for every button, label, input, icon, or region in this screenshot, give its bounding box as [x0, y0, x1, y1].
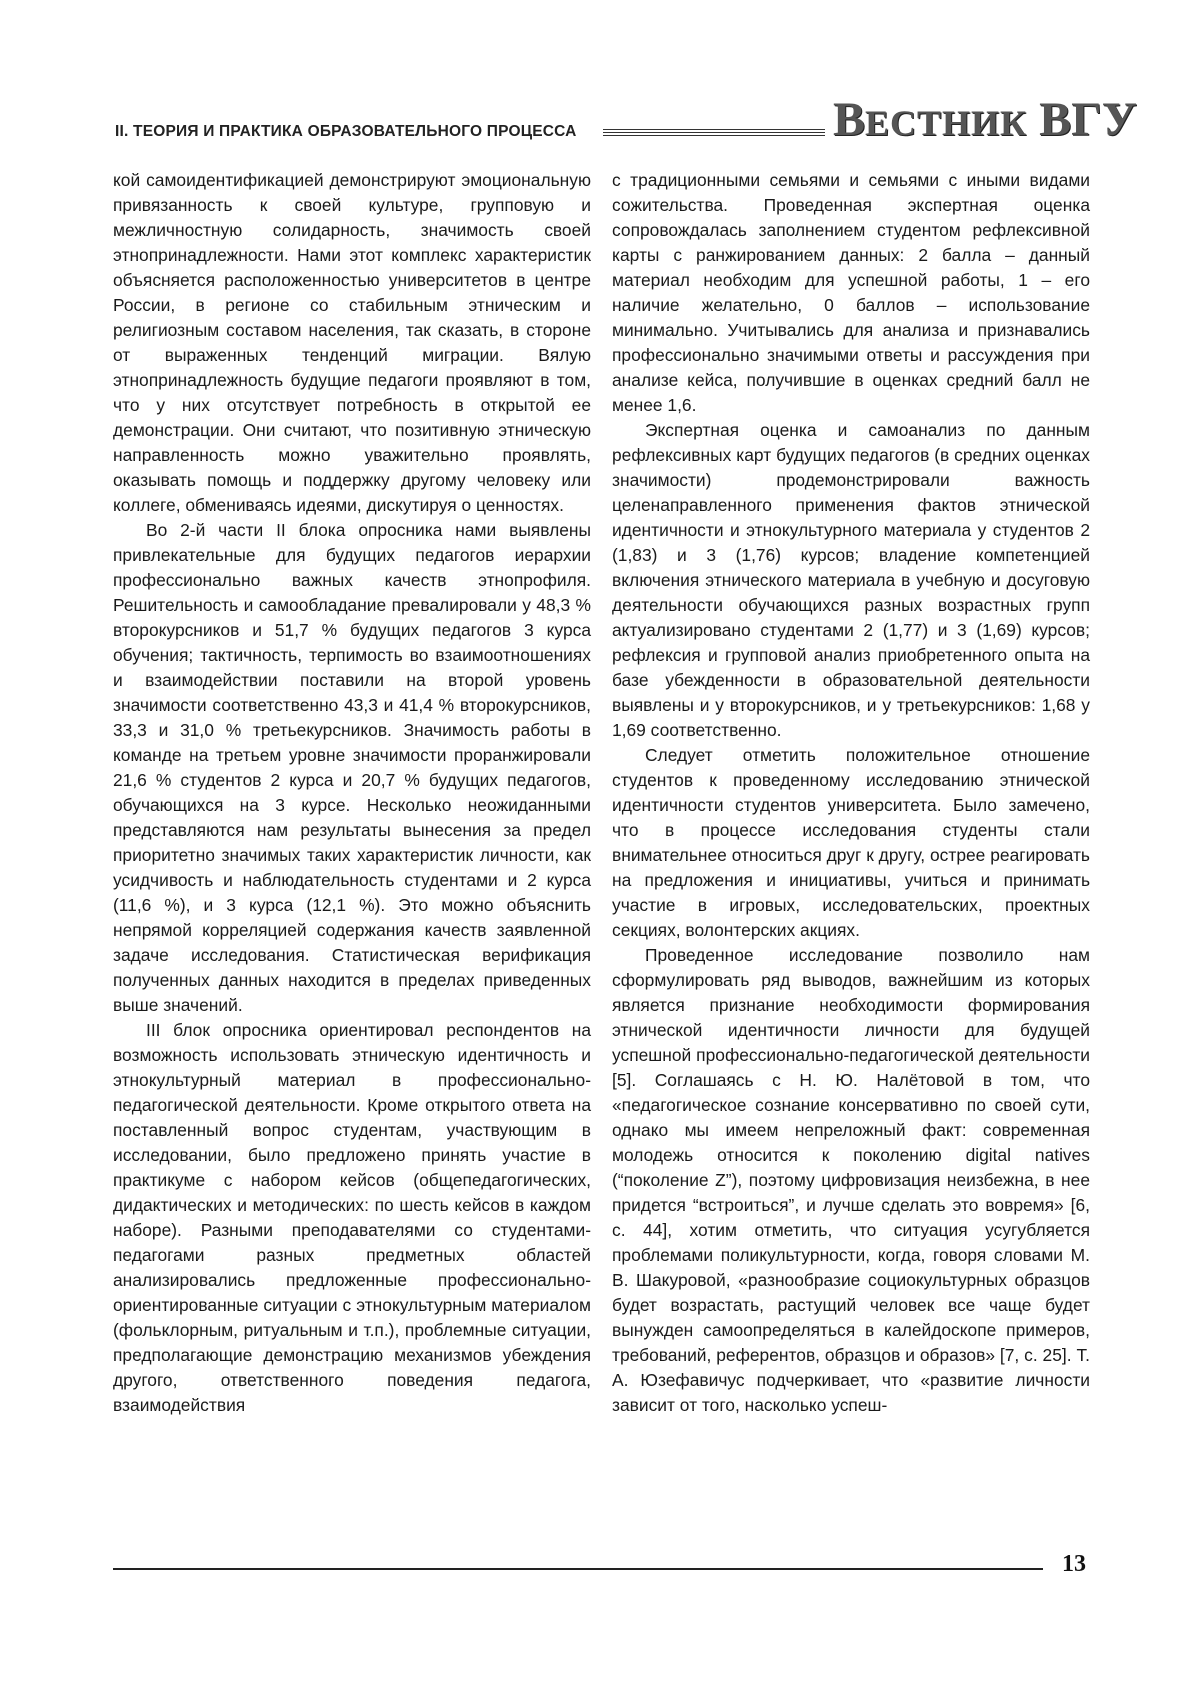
- section-title: II. ТЕОРИЯ И ПРАКТИКА ОБРАЗОВАТЕЛЬНОГО ПРОЦЕССА: [115, 123, 577, 140]
- paragraph: Экспертная оценка и самоанализ по данным рефлексивных карт будущих педагогов (в средних оценках значимости) продемонстрировали важность целенаправленного применения фактов этнической идентичности и этнокультурного материала у студентов 2 (1,83) и 3 (1,76) курсов; владение компетенцией включения этнического материала в учебную и досуговую деятельности обучающихся разных возрастных групп актуализировано студентами 2 (1,77) и 3 (1,69) курсов; рефлексия и групповой анализ приобретенного опыта на базе убежденности в образовательной деятельности выявлены и у второкурсников, и у третьекурсников: 1,68 у 1,69 соответственно.: [612, 420, 1090, 740]
- paragraph: кой самоидентификацией демонстрируют эмоциональную привязанность к своей культуре, групповую и межличностную солидарность, значимость своей этнопринадлежности. Нами этот комплекс характеристик объясняется расположенностью университетов в центре России, в регионе со стабильным этническим и религиозным составом населения, так сказать, в стороне от выраженных тенденций миграции. Вялую этнопринадлежность будущие педагоги проявляют в том, что у них отсутствует потребность в открытой ее демонстрации. Они считают, что позитивную этническую направленность можно уважительно проявлять, оказывать помощь и поддержку другому человеку или коллеге, обмениваясь идеями, дискутируя о ценностях.: [113, 170, 591, 515]
- left-column: [113, 168, 591, 1418]
- paragraph: с традиционными семьями и семьями с иными видами сожительства. Проведенная экспертная оценка сопровождалась заполнением студентом рефлексивной карты с ранжированием данных: 2 балла – данный материал необходим для успешной работы, 1 – его наличие желательно, 0 баллов – использование минимально. Учитывались для анализа и признавались профессионально значимыми ответы и рассуждения при анализе кейса, получившие в оценках средний балл не менее 1,6.: [612, 170, 1090, 415]
- journal-logo: [833, 93, 1137, 147]
- journal-logo-initial: В: [833, 93, 866, 146]
- paragraph: Во 2-й части II блока опросника нами выявлены привлекательные для будущих педагогов иерархии профессионально важных качеств этнопрофиля. Решительность и самообладание превалировали у 48,3 % второкурсников и 51,7 % будущих педагогов 3 курса обучения; тактичность, терпимость во взаимоотношениях и взаимодействии поставили на второй уровень значимости соответственно 43,3 и 41,4 % второкурсников, 33,3 и 31,0 % третьекурсников. Значимость работы в команде на третьем уровне значимости проранжировали 21,6 % студентов 2 курса и 20,7 % будущих педагогов, обучающихся на 3 курсе. Несколько неожиданными представляются нам результаты вынесения за предел приоритетно значимых таких характеристик личности, как усидчивость и наблюдательность студентами и 2 курса (11,6 %), и 3 курса (12,1 %). Это можно объяснить непрямой корреляцией содержания качеств заявленной задаче исследования. Статистическая верификация полученных данных находится в пределах приведенных выше значений.: [113, 520, 591, 1015]
- paragraph: Проведенное исследование позволило нам сформулировать ряд выводов, важнейшим из которых является признание необходимости формирования этнической идентичности личности для будущей успешной профессионально-педагогической деятельности [5]. Соглашаясь с Н. Ю. Налётовой в том, что «педагогическое сознание консервативно по своей сути, однако мы имеем непреложный факт: современная молодежь относится к поколению digital natives (“поколение Z”), поэтому цифровизация неизбежна, в нее придется “встроиться”, и лучше сделать это вовремя» [6, с. 44], хотим отметить, что ситуация усугубляется проблемами поликультурности, когда, говоря словами М. В. Шакуровой, «разнообразие социокультурных образцов будет возрастать, растущий человек все чаще будет вынужден самоопределяться в калейдоскопе примеров, требований, референтов, образцов и образов» [7, с. 25]. Т. А. Юзефавичус подчеркивает, что «развитие личности зависит от того, насколько успеш-: [612, 945, 1090, 1415]
- header-rule: [603, 129, 825, 137]
- journal-logo-word2: ВГУ: [1039, 93, 1137, 146]
- journal-logo-word1: ЕСТНИК: [865, 103, 1028, 143]
- right-column: [612, 168, 1090, 1418]
- footer-rule: [113, 1568, 1043, 1570]
- page-number: 13: [1062, 1551, 1086, 1577]
- paragraph: III блок опросника ориентировал респондентов на возможность использовать этническую идентичность и этнокультурный материал в профессионально-педагогической деятельности. Кроме открытого ответа на поставленный вопрос студентам, участвующим в исследовании, было предложено принять участие в практикуме с набором кейсов (общепедагогических, дидактических и методических: по шесть кейсов в каждом наборе). Разными преподавателями со студентами-педагогами разных предметных областей анализировались предложенные профессионально-ориентированные ситуации с этнокультурным материалом (фольклорным, ритуальным и т.п.), проблемные ситуации, предполагающие демонстрацию механизмов убеждения другого, ответственного поведения педагога, взаимодействия: [113, 1020, 591, 1415]
- paragraph: Следует отметить положительное отношение студентов к проведенному исследованию этнической идентичности студентов университета. Было замечено, что в процессе исследования студенты стали внимательнее относиться друг к другу, острее реагировать на предложения и инициативы, учиться и принимать участие в игровых, исследовательских, проектных секциях, волонтерских акциях.: [612, 745, 1090, 940]
